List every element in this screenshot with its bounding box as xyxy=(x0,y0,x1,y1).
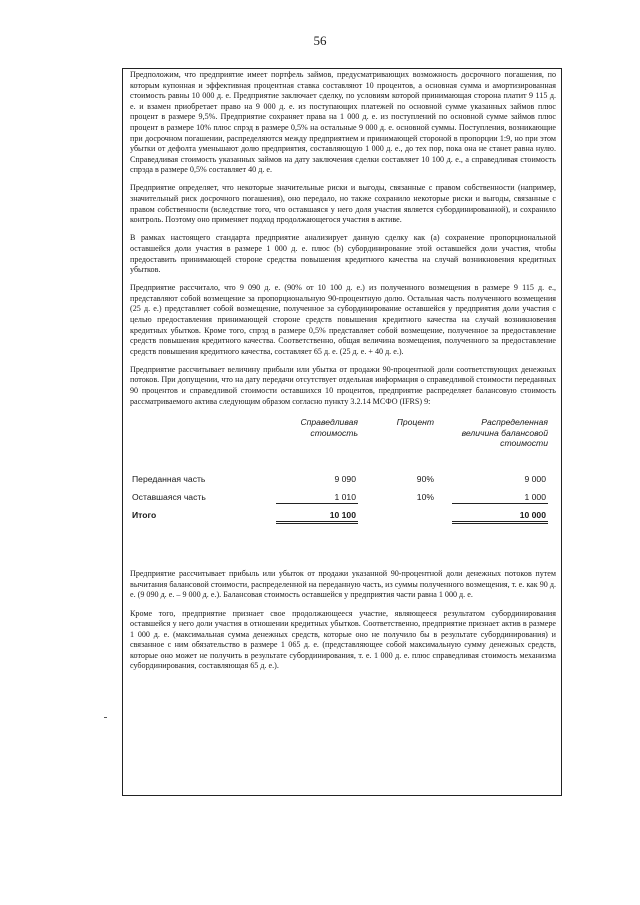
subtotal-underline xyxy=(452,503,548,504)
total-double-underline xyxy=(276,521,358,524)
table-row xyxy=(130,474,556,486)
allocated-cell: 10 000 xyxy=(519,510,546,521)
percent-cell: 10% xyxy=(416,492,434,503)
header-percent: Процент xyxy=(396,417,434,428)
header-fair-value: Справедливая стоимость xyxy=(300,417,358,438)
row-label: Оставшаяся часть xyxy=(132,492,206,503)
allocated-cell: 1 000 xyxy=(524,492,546,503)
header-allocated: Распределенная величина балансовой стоимости xyxy=(461,417,548,449)
fair-value-cell: 1 010 xyxy=(334,492,356,503)
paragraph-portfolio: Предположим, что предприятие имеет портфель займов, предусматривающих возможность досрочного погашения, по которым купонная и эффективная процентная ставка составляют 10 процентов, а основная сумма и амортизированная стоимость равны 10 000 д. е. Предприятие заключает сделку, по условиям которой принимающая сторона платит 9 115 д. е. и взамен приобретает право на 9 000 д. е. из поступающих платежей по основной сумме указанных займов плюс процент в размере 9,5%. Предприятие сохраняет права на 1 000 д. е. из поступлений по основной сумме займов плюс процент в размере 10% плюс спрэд в размере 0,5% на остальные 9 000 д. е. основной суммы. Поступления, возникающие при досрочном погашении, распределяются между предприятием и принимающей стороной в пропорции 1:9, но при этом убытки от дефолта уменьшают долю предприятия, составляющую 1 000 д. е., до тех пор, пока она не станет равна нулю. Справедливая стоимость указанных займов на дату заключения сделки составляет 10 100 д. е., а справедливая стоимость спрэда в размере 0,5% составляет 40 д. е. xyxy=(130,70,556,175)
subtotal-underline xyxy=(276,503,358,504)
paragraph-analysis: В рамках настоящего стандарта предприятие анализирует данную сделку как (а) сохранение пропорциональной оставшейся доли участия в размере 1 000 д. е. плюс (b) субординирование этой оставшейся доли участия, чтобы предоставить принимающей стороне средства повышения кредитного качества на случай возникновения кредитных убытков. xyxy=(130,233,556,275)
scan-mark xyxy=(104,717,107,718)
paragraph-risks: Предприятие определяет, что некоторые значительные риски и выгоды, связанные с правом собственности (например, значительный риск досрочного погашения), оно передало, но также сохранило некоторые риски и выгоды, связанные с правом собственности (вследствие того, что оставшаяся у него доля участия является субординированной), и сохранило контроль. Поэтому оно применяет подход продолжающегося участия в активе. xyxy=(130,183,556,225)
paragraph-continuing-involvement: Кроме того, предприятие признает свое продолжающееся участие, являющееся результатом субординирования оставшейся у него доли участия в отношении кредитных убытков. Соответственно, предприятие признает актив в размере 1 000 д. е. (максимальная сумма денежных средств, которые оно не получило бы в результате субординирования) и связанное с ним обязательство в размере 1 065 д. е. (представляющее собой максимальную сумму денежных средств, которые оно может не получить в результате субординирования, т. е. 1 000 д. е. плюс справедливая стоимость механизма субординирования, составляющая 65 д. е.). xyxy=(130,608,556,671)
allocated-cell: 9 000 xyxy=(524,474,546,485)
example-content xyxy=(130,70,556,680)
page-number: 56 xyxy=(313,33,327,48)
paragraph-consideration: Предприятие рассчитало, что 9 090 д. е. (90% от 10 100 д. е.) из полученного возмещения в размере 9 115 д. е., представляют собой возмещение за пропорциональную 90-процентную долю. Остальная часть полученного возмещения (25 д. е.) представляет собой возмещение, полученное за субординирование оставшейся у предприятия доли участия с целью предоставления принимающей стороне средств повышения кредитного качества на случай возникновения кредитных убытков. Кроме того, спрэд в размере 0,5% представляет собой возмещение, полученное за предоставление средств повышения кредитного качества. Соответственно, общая величина возмещения, полученного за предоставление средств повышения кредитного качества, составляет 65 д. е. (25 д. е. + 40 д. е.). xyxy=(130,283,556,356)
row-label: Переданная часть xyxy=(132,474,206,485)
row-label: Итого xyxy=(132,510,157,521)
allocation-table xyxy=(130,417,556,559)
total-double-underline xyxy=(452,521,548,524)
fair-value-cell: 9 090 xyxy=(334,474,356,485)
paragraph-gain-calculation: Предприятие рассчитывает прибыль или убыток от продажи указанной 90-процентной доли денежных потоков путем вычитания балансовой стоимости, распределенной на переданную часть, из суммы полученного возмещения, т. е. как 90 д. е. (9 090 д. е. – 9 000 д. е.). Балансовая стоимость оставшейся у предприятия части равна 1 000 д. е. xyxy=(130,569,556,600)
fair-value-cell: 10 100 xyxy=(329,510,356,521)
percent-cell: 90% xyxy=(416,474,434,485)
paragraph-allocation: Предприятие рассчитывает величину прибыли или убытка от продажи 90-процентной доли соответствующих денежных потоков. При допущении, что на дату передачи отсутствует отдельная информация о справедливой стоимости переданных 90 процентов и справедливой стоимости оставшихся 10 процентов, предприятие распределяет балансовую стоимость рассматриваемого актива следующим образом согласно пункту 3.2.14 МСФО (IFRS) 9: xyxy=(130,364,556,406)
